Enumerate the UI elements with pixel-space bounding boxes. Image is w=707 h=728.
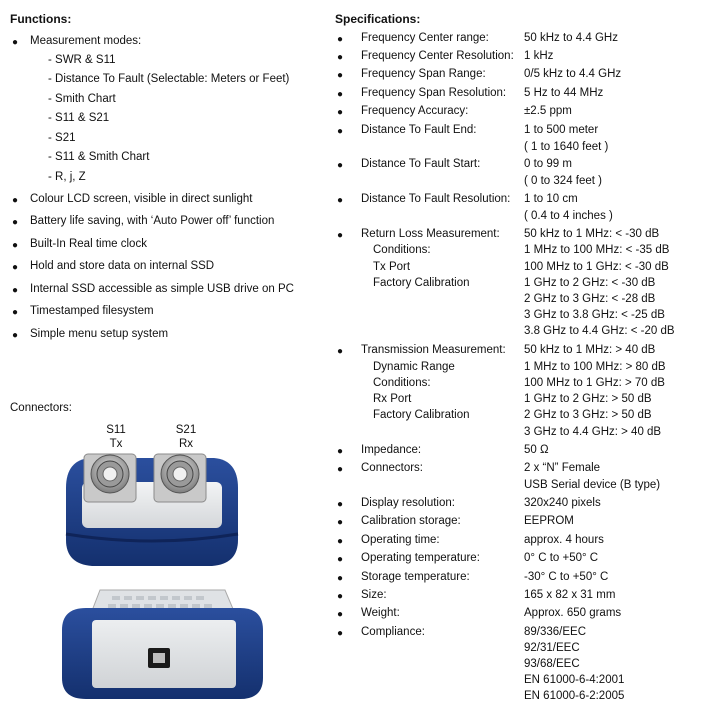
bullet-dot: ● (337, 107, 344, 118)
port-s21-dir: Rx (178, 438, 194, 450)
spec-value: 100 MHz to 1 GHz: > 70 dB (524, 377, 665, 389)
spec-label: Frequency Span Range: (361, 68, 486, 80)
spec-label: Storage temperature: (361, 571, 470, 583)
spec-label: Size: (361, 589, 387, 601)
bullet-dot: ● (12, 307, 19, 318)
spec-value: ( 1 to 1640 feet ) (524, 141, 609, 153)
spec-label: Operating time: (361, 534, 440, 546)
bullet-dot: ● (337, 517, 344, 528)
port-s11-name: S11 (106, 424, 126, 436)
spec-value: 89/336/EEC (524, 626, 587, 638)
bullet-dot: ● (337, 195, 344, 206)
spec-value: 3 GHz to 3.8 GHz: < -25 dB (524, 309, 665, 321)
spec-value: EN 61000-6-4:2001 (524, 674, 625, 686)
spec-label: Compliance: (361, 626, 425, 638)
spec-value: 165 x 82 x 31 mm (524, 589, 616, 601)
spec-value: 100 MHz to 1 GHz: < -30 dB (524, 261, 669, 273)
bullet-dot: ● (337, 609, 344, 620)
bullet-dot: ● (337, 230, 344, 241)
measurement-modes-label: Measurement modes: (30, 35, 142, 47)
spec-value: 1 to 10 cm (524, 193, 578, 205)
spec-value: 1 MHz to 100 MHz: < -35 dB (524, 244, 670, 256)
spec-value: 3 GHz to 4.4 GHz: > 40 dB (524, 426, 662, 438)
device-usb-photo (60, 586, 265, 701)
spec-value: 50 Ω (524, 444, 549, 456)
bullet-dot: ● (12, 285, 19, 296)
feature-item: Internal SSD accessible as simple USB drive on PC (30, 283, 294, 295)
feature-item: Timestamped filesystem (30, 305, 154, 317)
bullet-dot: ● (337, 628, 344, 639)
spec-label: Distance To Fault Start: (361, 158, 481, 170)
spec-value: -30° C to +50° C (524, 571, 609, 583)
spec-value: 50 kHz to 1 MHz: < -30 dB (524, 228, 660, 240)
spec-value: 50 kHz to 1 MHz: > 40 dB (524, 344, 656, 356)
spec-value: 1 to 500 meter (524, 124, 599, 136)
bullet-dot: ● (337, 446, 344, 457)
spec-label: Distance To Fault End: (361, 124, 477, 136)
spec-label: Transmission Measurement: (361, 344, 506, 356)
spec-label: Impedance: (361, 444, 422, 456)
connectors-heading: Connectors: (10, 402, 73, 414)
bullet-dot: ● (12, 37, 19, 48)
mode-item: - SWR & S11 (48, 54, 116, 66)
feature-item: Simple menu setup system (30, 328, 169, 340)
feature-item: Colour LCD screen, visible in direct sunlight (30, 193, 253, 205)
spec-value: 2 x “N” Female (524, 462, 601, 474)
spec-value: 1 MHz to 100 MHz: > 80 dB (524, 361, 666, 373)
spec-value: EN 61000-6-2:2005 (524, 690, 625, 702)
spec-value: 1 GHz to 2 GHz: < -30 dB (524, 277, 656, 289)
spec-sublabel: Factory Calibration (373, 277, 470, 289)
spec-value: 92/31/EEC (524, 642, 580, 654)
feature-item: Hold and store data on internal SSD (30, 260, 215, 272)
spec-value: 0° C to +50° C (524, 552, 599, 564)
bullet-dot: ● (337, 52, 344, 63)
mode-item: - S11 & S21 (48, 112, 110, 124)
spec-sublabel: Factory Calibration (373, 409, 470, 421)
spec-value: 1 GHz to 2 GHz: > 50 dB (524, 393, 652, 405)
specifications-heading: Specifications: (335, 12, 421, 26)
spec-label: Display resolution: (361, 497, 455, 509)
bullet-dot: ● (337, 499, 344, 510)
bullet-dot: ● (337, 464, 344, 475)
spec-value: approx. 4 hours (524, 534, 604, 546)
bullet-dot: ● (337, 160, 344, 171)
spec-value: 2 GHz to 3 GHz: > 50 dB (524, 409, 652, 421)
spec-label: Connectors: (361, 462, 424, 474)
spec-sublabel: Conditions: (373, 244, 431, 256)
bullet-dot: ● (12, 195, 19, 206)
spec-value: ( 0.4 to 4 inches ) (524, 210, 613, 222)
bullet-dot: ● (337, 89, 344, 100)
bullet-dot: ● (12, 240, 19, 251)
bullet-dot: ● (337, 346, 344, 357)
bullet-dot: ● (12, 262, 19, 273)
spec-value: ( 0 to 324 feet ) (524, 175, 602, 187)
spec-label: Frequency Accuracy: (361, 105, 469, 117)
bullet-dot: ● (337, 554, 344, 565)
spec-value: 50 kHz to 4.4 GHz (524, 32, 618, 44)
bullet-dot: ● (337, 34, 344, 45)
spec-sublabel: Conditions: (373, 377, 431, 389)
spec-value: 1 kHz (524, 50, 554, 62)
spec-value: 2 GHz to 3 GHz: < -28 dB (524, 293, 656, 305)
spec-value: EEPROM (524, 515, 574, 527)
spec-label: Weight: (361, 607, 400, 619)
spec-label: Return Loss Measurement: (361, 228, 500, 240)
spec-label: Operating temperature: (361, 552, 480, 564)
spec-value: 320x240 pixels (524, 497, 601, 509)
spec-label: Calibration storage: (361, 515, 461, 527)
mode-item: - R, j, Z (48, 171, 86, 183)
mode-item: - Smith Chart (48, 93, 116, 105)
spec-label: Distance To Fault Resolution: (361, 193, 511, 205)
spec-label: Frequency Span Resolution: (361, 87, 507, 99)
spec-value: 93/68/EEC (524, 658, 580, 670)
spec-sublabel: Rx Port (373, 393, 412, 405)
device-top-photo (62, 448, 242, 570)
spec-value: 0/5 kHz to 4.4 GHz (524, 68, 622, 80)
bullet-dot: ● (337, 536, 344, 547)
spec-value: 3.8 GHz to 4.4 GHz: < -20 dB (524, 325, 675, 337)
bullet-dot: ● (337, 573, 344, 584)
port-s11-dir: Tx (109, 438, 123, 450)
spec-value: 0 to 99 m (524, 158, 572, 170)
bullet-dot: ● (337, 70, 344, 81)
bullet-dot: ● (12, 217, 19, 228)
spec-value: 5 Hz to 44 MHz (524, 87, 604, 99)
feature-item: Battery life saving, with ‘Auto Power off’ function (30, 215, 275, 227)
port-s21-name: S21 (175, 424, 197, 436)
bullet-dot: ● (337, 591, 344, 602)
spec-sublabel: Dynamic Range (373, 361, 455, 373)
spec-value: USB Serial device (B type) (524, 479, 661, 491)
bullet-dot: ● (12, 330, 19, 341)
functions-heading: Functions: (10, 12, 72, 26)
mode-item: - Distance To Fault (Selectable: Meters or Feet) (48, 73, 290, 85)
bullet-dot: ● (337, 126, 344, 137)
spec-sublabel: Tx Port (373, 261, 411, 273)
spec-value: Approx. 650 grams (524, 607, 622, 619)
spec-label: Frequency Center range: (361, 32, 489, 44)
mode-item: - S11 & Smith Chart (48, 151, 150, 163)
spec-label: Frequency Center Resolution: (361, 50, 514, 62)
spec-value: ±2.5 ppm (524, 105, 572, 117)
mode-item: - S21 (48, 132, 76, 144)
feature-item: Built-In Real time clock (30, 238, 147, 250)
